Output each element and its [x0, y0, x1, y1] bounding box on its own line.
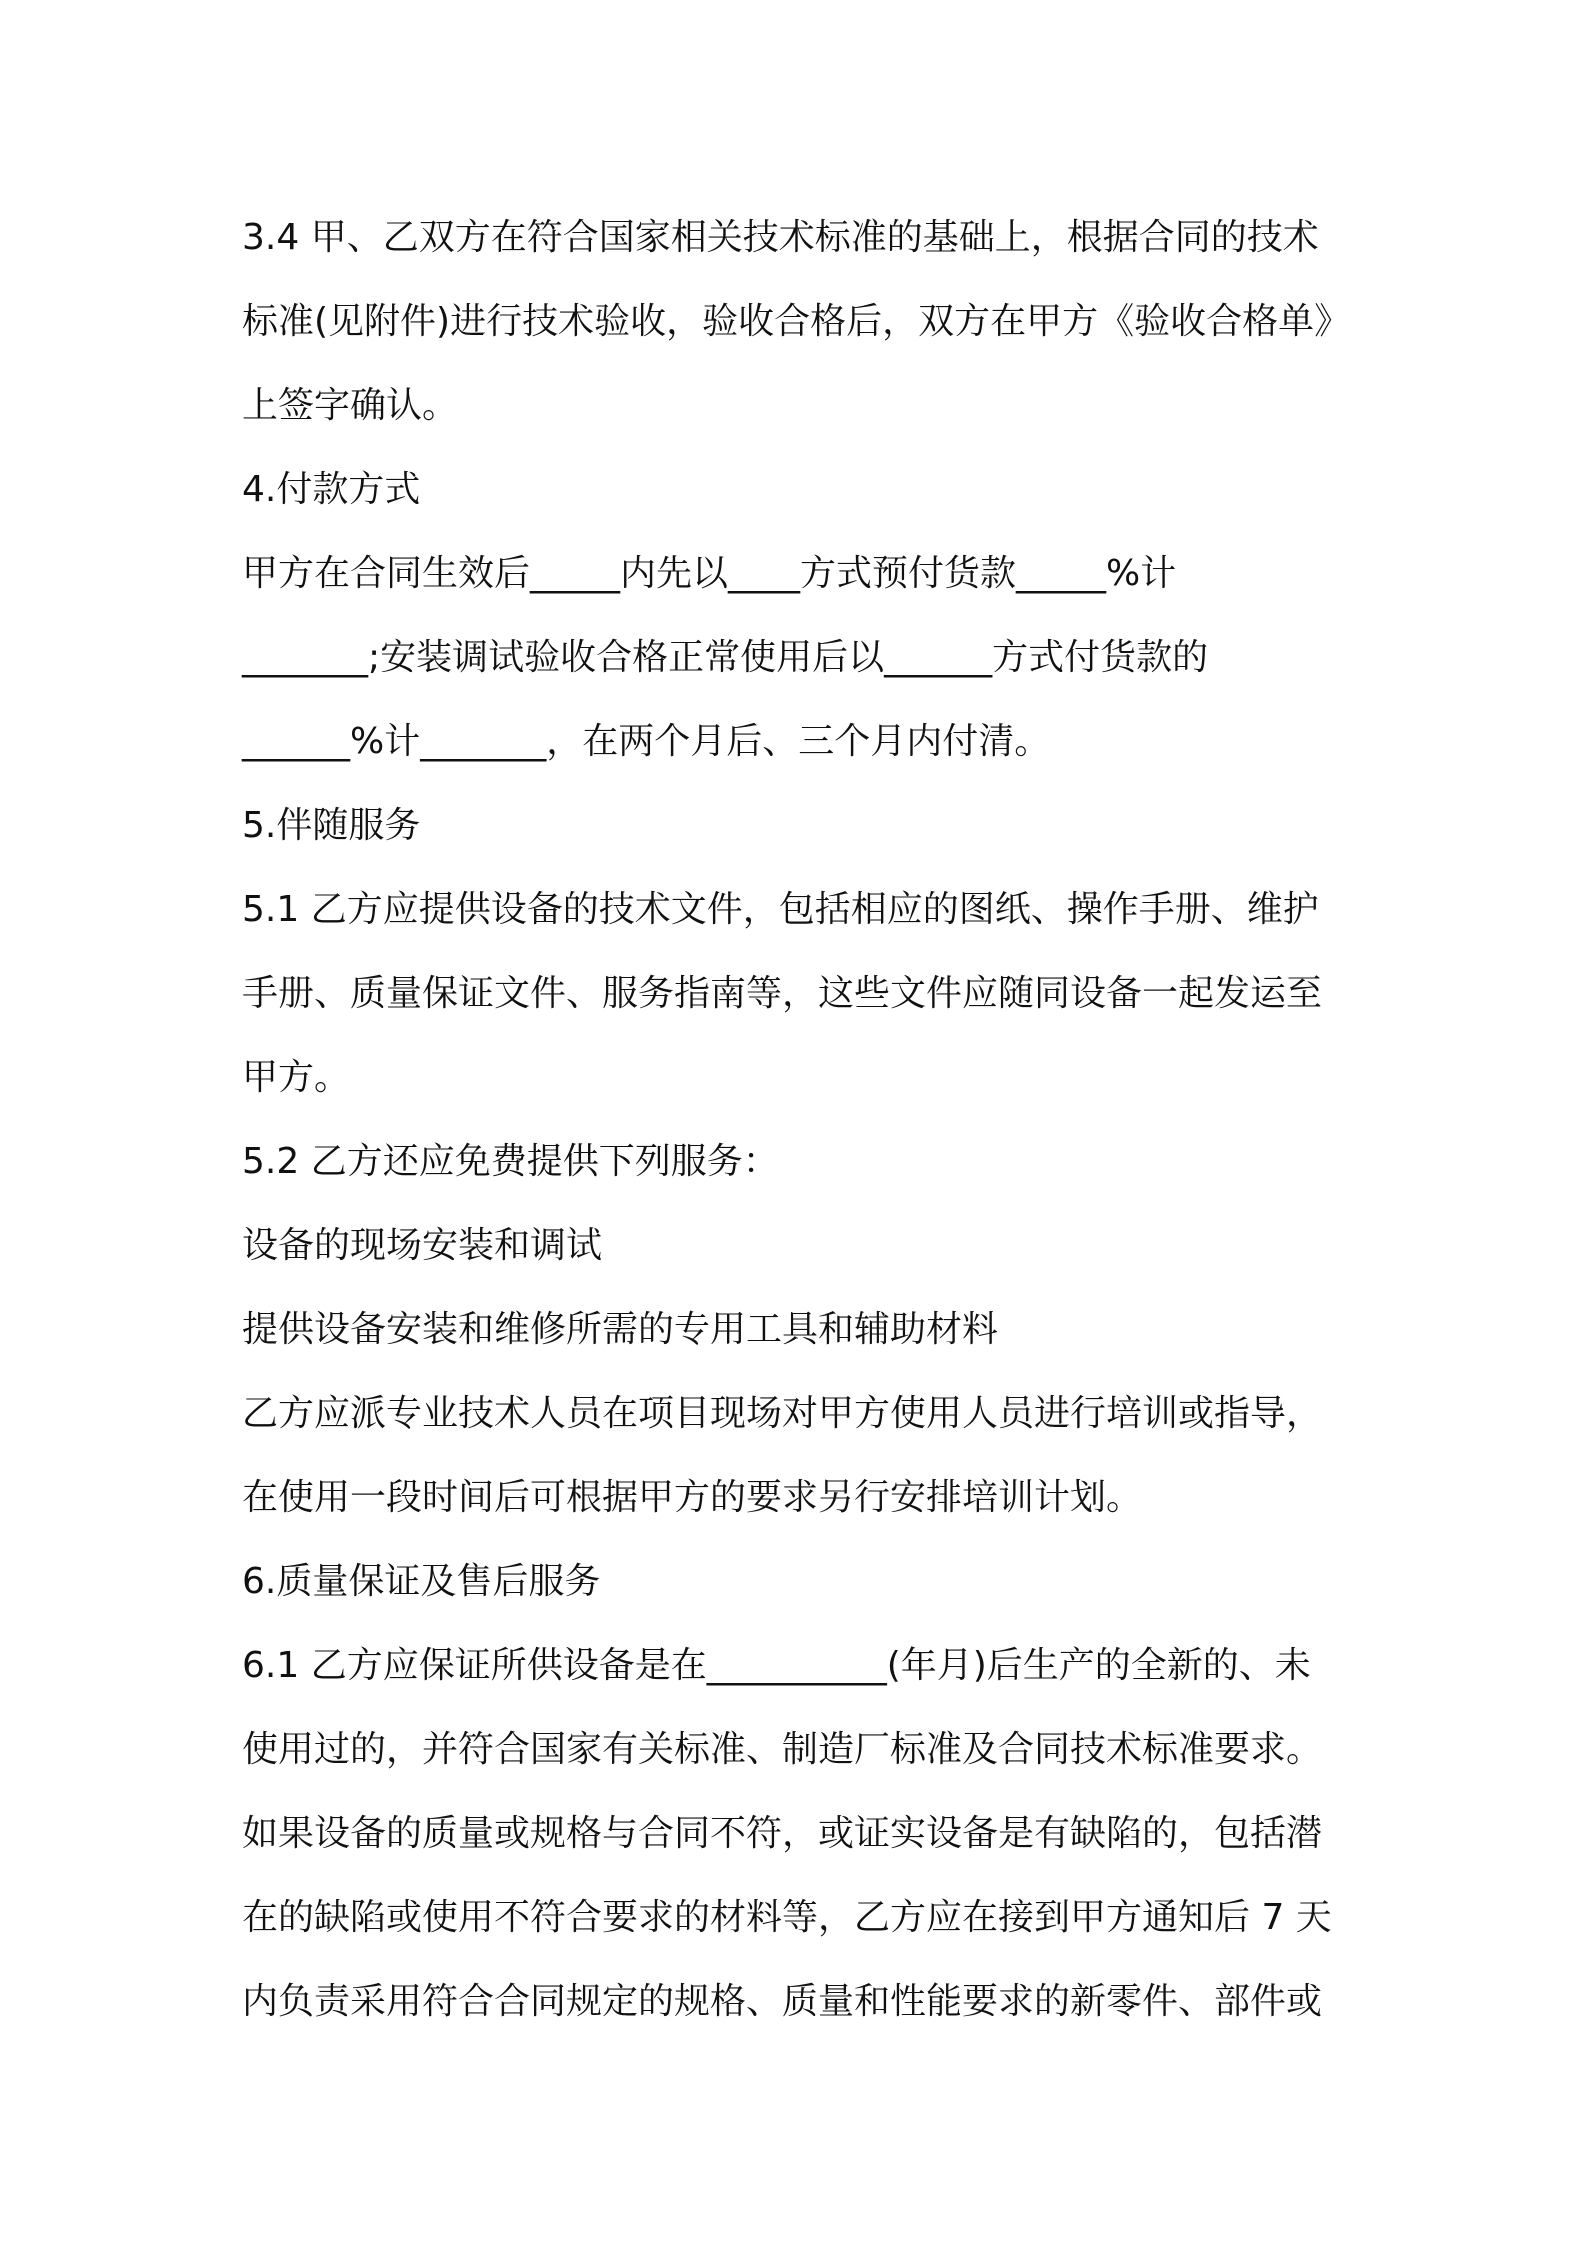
text-line: 乙方应派专业技术人员在项目现场对甲方使用人员进行培训或指导，: [242, 1393, 1323, 1434]
text-line: 提供设备安装和维修所需的专用工具和辅助材料: [242, 1309, 999, 1350]
text-line: 如果设备的质量或规格与合同不符，或证实设备是有缺陷的，包括潜: [242, 1813, 1323, 1854]
section-heading: 5.伴随服务: [242, 805, 421, 846]
text-line: 3.4 甲、乙双方在符合国家相关技术标准的基础上，根据合同的技术: [242, 217, 1319, 258]
document-body: [242, 196, 1362, 2044]
text-line: 5.2 乙方还应免费提供下列服务：: [242, 1141, 779, 1182]
section-heading: 6.质量保证及售后服务: [242, 1561, 601, 1602]
text-line: 设备的现场安装和调试: [242, 1225, 603, 1266]
text-line: 内负责采用符合合同规定的规格、质量和性能要求的新零件、部件或: [242, 1981, 1323, 2022]
text-line: 甲方。: [242, 1057, 351, 1098]
text-line: 甲方在合同生效后_____内先以____方式预付货款_____%计: [242, 553, 1177, 594]
text-line: _______;安装调试验收合格正常使用后以______方式付货款的: [242, 637, 1209, 678]
section-heading: 4.付款方式: [242, 469, 421, 510]
text-line: 5.1 乙方应提供设备的技术文件，包括相应的图纸、操作手册、维护: [242, 889, 1319, 930]
text-line: 6.1 乙方应保证所供设备是在__________(年月)后生产的全新的、未: [242, 1645, 1311, 1686]
text-line: 使用过的，并符合国家有关标准、制造厂标准及合同技术标准要求。: [242, 1729, 1323, 1770]
text-line: 在的缺陷或使用不符合要求的材料等，乙方应在接到甲方通知后 7 天: [242, 1897, 1332, 1938]
text-line: 上签字确认。: [242, 385, 459, 426]
text-line: 标准(见附件)进行技术验收，验收合格后，双方在甲方《验收合格单》: [242, 301, 1351, 342]
text-line: 在使用一段时间后可根据甲方的要求另行安排培训计划。: [242, 1477, 1143, 1518]
text-line: 手册、质量保证文件、服务指南等，这些文件应随同设备一起发运至: [242, 973, 1323, 1014]
text-line: ______%计_______，在两个月后、三个月内付清。: [242, 721, 1051, 762]
